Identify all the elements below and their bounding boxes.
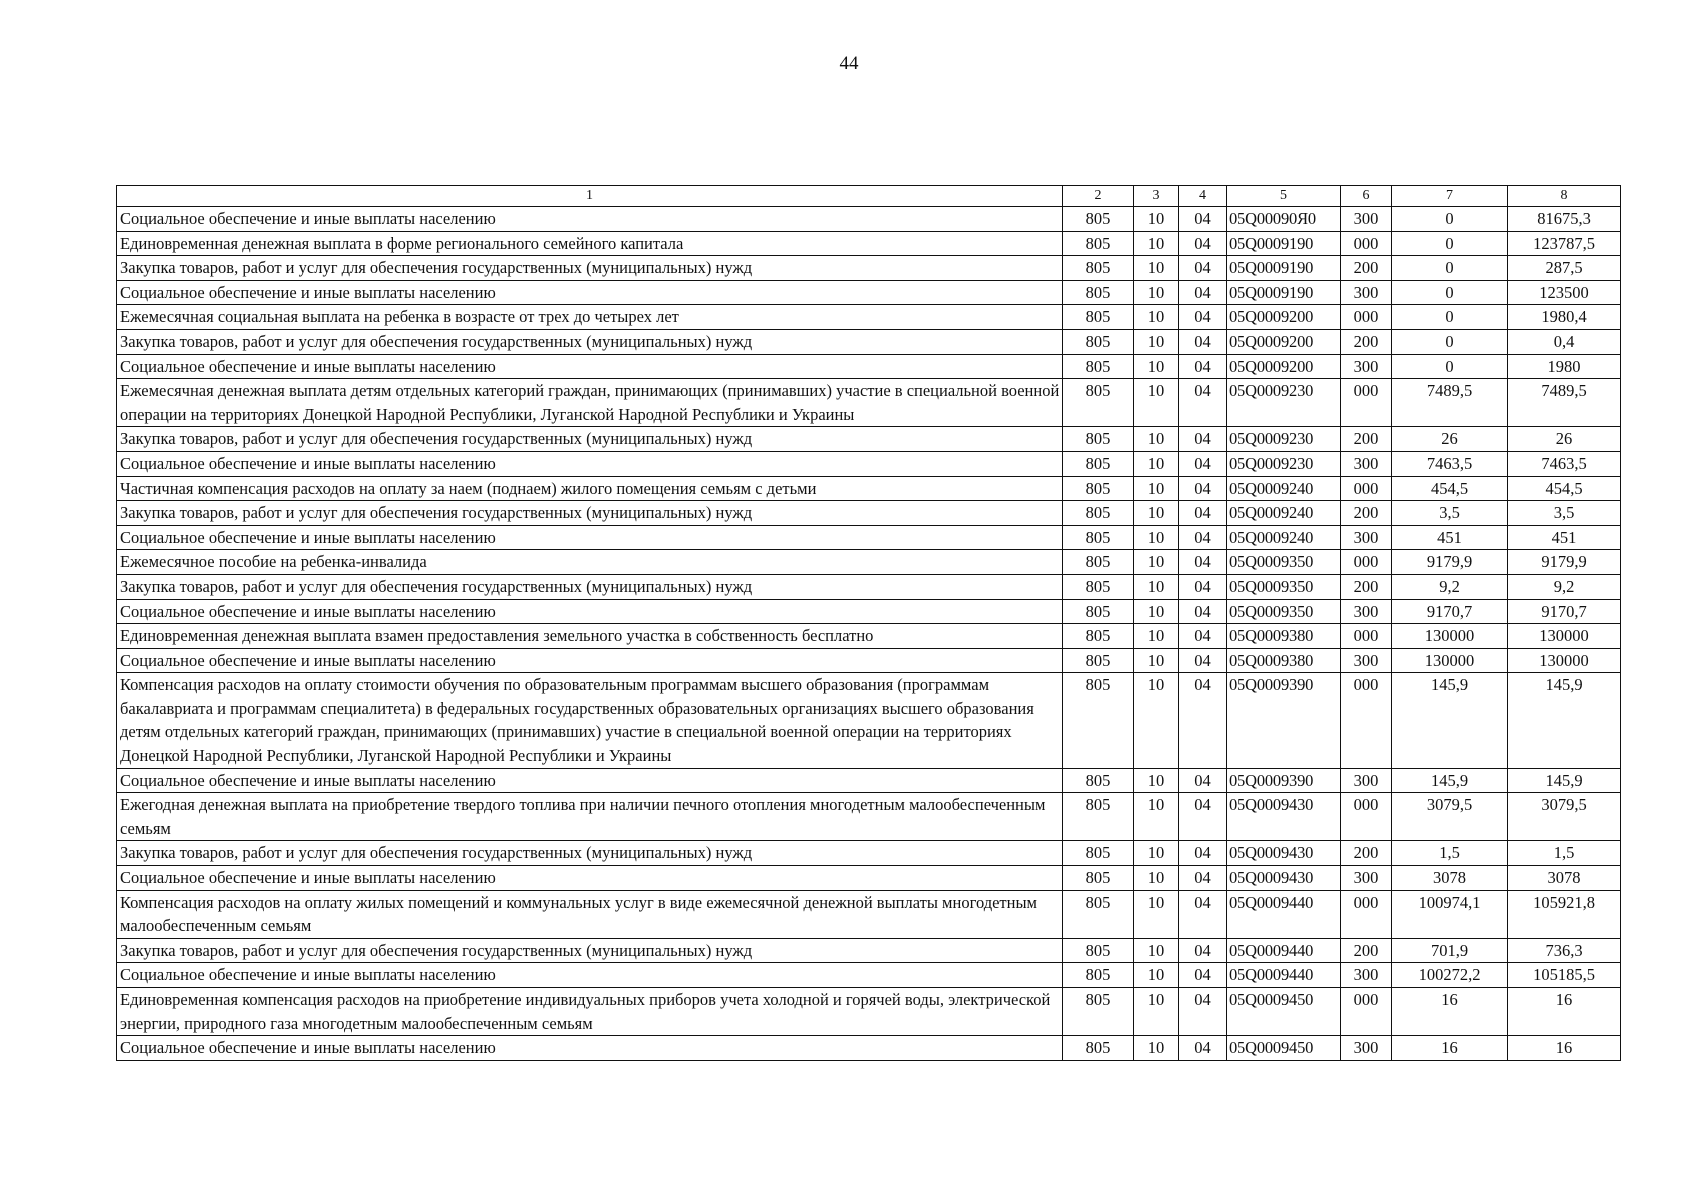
section-code: 10: [1134, 451, 1179, 476]
section-code: 10: [1134, 329, 1179, 354]
subsection-code: 04: [1179, 890, 1227, 938]
subsection-code: 04: [1179, 793, 1227, 841]
ministry-code: 805: [1063, 1036, 1134, 1061]
ministry-code: 805: [1063, 451, 1134, 476]
table-row: [117, 231, 1621, 256]
ministry-code: 805: [1063, 793, 1134, 841]
amount-col-8: 1,5: [1508, 841, 1621, 866]
table-row: [117, 793, 1621, 841]
ministry-code: 805: [1063, 354, 1134, 379]
amount-col-8: 123787,5: [1508, 231, 1621, 256]
expense-name: Закупка товаров, работ и услуг для обеспечения государственных (муниципальных) нужд: [117, 427, 1063, 452]
subsection-code: 04: [1179, 354, 1227, 379]
target-article-code: 05Q0009450: [1227, 1036, 1341, 1061]
amount-col-8: 451: [1508, 525, 1621, 550]
subsection-code: 04: [1179, 599, 1227, 624]
ministry-code: 805: [1063, 988, 1134, 1036]
table-row: [117, 280, 1621, 305]
subsection-code: 04: [1179, 427, 1227, 452]
expense-type-code: 000: [1341, 476, 1392, 501]
expense-name: Социальное обеспечение и иные выплаты населению: [117, 451, 1063, 476]
table-row: [117, 963, 1621, 988]
expense-name: Социальное обеспечение и иные выплаты населению: [117, 768, 1063, 793]
amount-col-8: 3,5: [1508, 501, 1621, 526]
table-row: [117, 305, 1621, 330]
amount-col-7: 26: [1392, 427, 1508, 452]
expense-name: Ежемесячная социальная выплата на ребенка в возрасте от трех до четырех лет: [117, 305, 1063, 330]
expense-name: Единовременная денежная выплата в форме регионального семейного капитала: [117, 231, 1063, 256]
ministry-code: 805: [1063, 841, 1134, 866]
amount-col-8: 16: [1508, 988, 1621, 1036]
section-code: 10: [1134, 305, 1179, 330]
subsection-code: 04: [1179, 574, 1227, 599]
subsection-code: 04: [1179, 841, 1227, 866]
ministry-code: 805: [1063, 599, 1134, 624]
ministry-code: 805: [1063, 963, 1134, 988]
section-code: 10: [1134, 768, 1179, 793]
target-article-code: 05Q0009430: [1227, 841, 1341, 866]
table-row: [117, 988, 1621, 1036]
amount-col-8: 16: [1508, 1036, 1621, 1061]
expense-type-code: 000: [1341, 550, 1392, 575]
amount-col-8: 3078: [1508, 866, 1621, 891]
ministry-code: 805: [1063, 207, 1134, 232]
amount-col-8: 0,4: [1508, 329, 1621, 354]
table-row: [117, 648, 1621, 673]
amount-col-8: 7463,5: [1508, 451, 1621, 476]
table-row: [117, 427, 1621, 452]
section-code: 10: [1134, 624, 1179, 649]
expense-type-code: 200: [1341, 938, 1392, 963]
amount-col-7: 701,9: [1392, 938, 1508, 963]
section-code: 10: [1134, 231, 1179, 256]
amount-col-7: 145,9: [1392, 768, 1508, 793]
table-header: [117, 186, 1621, 207]
expense-name: Компенсация расходов на оплату жилых помещений и коммунальных услуг в виде ежемесячной денежной выплаты многодетным малообеспеченным семьям: [117, 890, 1063, 938]
subsection-code: 04: [1179, 550, 1227, 575]
expense-name: Социальное обеспечение и иные выплаты населению: [117, 525, 1063, 550]
expense-name: Ежемесячная денежная выплата детям отдельных категорий граждан, принимающих (принимавших) участие в специальной военной операции на территориях Донецкой Народной Республики, Луганской Народной Республики и Украины: [117, 379, 1063, 427]
subsection-code: 04: [1179, 280, 1227, 305]
amount-col-8: 9170,7: [1508, 599, 1621, 624]
target-article-code: 05Q0009380: [1227, 648, 1341, 673]
target-article-code: 05Q0009350: [1227, 574, 1341, 599]
table-row: [117, 354, 1621, 379]
expense-name: Закупка товаров, работ и услуг для обеспечения государственных (муниципальных) нужд: [117, 574, 1063, 599]
expense-type-code: 300: [1341, 451, 1392, 476]
header-col-5: 5: [1227, 186, 1341, 207]
subsection-code: 04: [1179, 329, 1227, 354]
expense-type-code: 200: [1341, 256, 1392, 281]
amount-col-7: 0: [1392, 354, 1508, 379]
header-col-3: 3: [1134, 186, 1179, 207]
amount-col-7: 7489,5: [1392, 379, 1508, 427]
target-article-code: 05Q0009190: [1227, 280, 1341, 305]
section-code: 10: [1134, 938, 1179, 963]
expense-name: Закупка товаров, работ и услуг для обеспечения государственных (муниципальных) нужд: [117, 501, 1063, 526]
section-code: 10: [1134, 890, 1179, 938]
expense-type-code: 200: [1341, 501, 1392, 526]
section-code: 10: [1134, 525, 1179, 550]
section-code: 10: [1134, 793, 1179, 841]
ministry-code: 805: [1063, 231, 1134, 256]
amount-col-8: 130000: [1508, 648, 1621, 673]
target-article-code: 05Q0009390: [1227, 768, 1341, 793]
section-code: 10: [1134, 866, 1179, 891]
target-article-code: 05Q0009200: [1227, 305, 1341, 330]
table-row: [117, 866, 1621, 891]
subsection-code: 04: [1179, 866, 1227, 891]
header-col-4: 4: [1179, 186, 1227, 207]
subsection-code: 04: [1179, 988, 1227, 1036]
target-article-code: 05Q00090Я0: [1227, 207, 1341, 232]
expense-name: Закупка товаров, работ и услуг для обеспечения государственных (муниципальных) нужд: [117, 256, 1063, 281]
ministry-code: 805: [1063, 280, 1134, 305]
amount-col-8: 1980: [1508, 354, 1621, 379]
amount-col-8: 3079,5: [1508, 793, 1621, 841]
expense-type-code: 300: [1341, 599, 1392, 624]
expense-name: Социальное обеспечение и иные выплаты населению: [117, 354, 1063, 379]
amount-col-8: 145,9: [1508, 768, 1621, 793]
amount-col-7: 7463,5: [1392, 451, 1508, 476]
table-row: [117, 673, 1621, 768]
target-article-code: 05Q0009190: [1227, 231, 1341, 256]
amount-col-8: 145,9: [1508, 673, 1621, 768]
table-row: [117, 938, 1621, 963]
ministry-code: 805: [1063, 866, 1134, 891]
amount-col-7: 0: [1392, 280, 1508, 305]
ministry-code: 805: [1063, 329, 1134, 354]
expense-name: Частичная компенсация расходов на оплату за наем (поднаем) жилого помещения семьям с детьми: [117, 476, 1063, 501]
ministry-code: 805: [1063, 501, 1134, 526]
amount-col-7: 130000: [1392, 648, 1508, 673]
table-row: [117, 841, 1621, 866]
ministry-code: 805: [1063, 476, 1134, 501]
amount-col-7: 451: [1392, 525, 1508, 550]
amount-col-7: 9170,7: [1392, 599, 1508, 624]
subsection-code: 04: [1179, 476, 1227, 501]
expense-name: Социальное обеспечение и иные выплаты населению: [117, 963, 1063, 988]
subsection-code: 04: [1179, 963, 1227, 988]
section-code: 10: [1134, 574, 1179, 599]
amount-col-8: 105185,5: [1508, 963, 1621, 988]
subsection-code: 04: [1179, 256, 1227, 281]
table-row: [117, 501, 1621, 526]
amount-col-7: 454,5: [1392, 476, 1508, 501]
expense-name: Компенсация расходов на оплату стоимости обучения по образовательным программам высшего образования (программам бакалавриата и программам специалитета) в федеральных государственных образовательных организациях высшего образования детям отдельных категорий граждан, принимающих (принимавших) участие в специальной военной операции на территориях Донецкой Народной Республики, Луганской Народной Республики и Украины: [117, 673, 1063, 768]
target-article-code: 05Q0009450: [1227, 988, 1341, 1036]
expense-type-code: 000: [1341, 890, 1392, 938]
ministry-code: 805: [1063, 427, 1134, 452]
expense-type-code: 000: [1341, 624, 1392, 649]
amount-col-8: 736,3: [1508, 938, 1621, 963]
table-row: [117, 329, 1621, 354]
amount-col-7: 16: [1392, 988, 1508, 1036]
target-article-code: 05Q0009200: [1227, 329, 1341, 354]
ministry-code: 805: [1063, 256, 1134, 281]
amount-col-7: 0: [1392, 207, 1508, 232]
target-article-code: 05Q0009350: [1227, 550, 1341, 575]
expense-type-code: 200: [1341, 574, 1392, 599]
amount-col-7: 0: [1392, 305, 1508, 330]
expense-name: Закупка товаров, работ и услуг для обеспечения государственных (муниципальных) нужд: [117, 938, 1063, 963]
amount-col-7: 3079,5: [1392, 793, 1508, 841]
expense-type-code: 200: [1341, 841, 1392, 866]
table-row: [117, 768, 1621, 793]
table-body: [117, 207, 1621, 1061]
header-col-2: 2: [1063, 186, 1134, 207]
amount-col-7: 0: [1392, 329, 1508, 354]
amount-col-7: 9,2: [1392, 574, 1508, 599]
expense-type-code: 000: [1341, 305, 1392, 330]
table-row: [117, 1036, 1621, 1061]
expense-type-code: 300: [1341, 207, 1392, 232]
amount-col-8: 454,5: [1508, 476, 1621, 501]
subsection-code: 04: [1179, 207, 1227, 232]
table-row: [117, 256, 1621, 281]
subsection-code: 04: [1179, 673, 1227, 768]
subsection-code: 04: [1179, 525, 1227, 550]
expense-name: Закупка товаров, работ и услуг для обеспечения государственных (муниципальных) нужд: [117, 329, 1063, 354]
expense-name: Ежемесячное пособие на ребенка-инвалида: [117, 550, 1063, 575]
table-row: [117, 599, 1621, 624]
amount-col-7: 0: [1392, 256, 1508, 281]
table-row: [117, 890, 1621, 938]
ministry-code: 805: [1063, 525, 1134, 550]
subsection-code: 04: [1179, 379, 1227, 427]
section-code: 10: [1134, 256, 1179, 281]
expense-name: Социальное обеспечение и иные выплаты населению: [117, 207, 1063, 232]
ministry-code: 805: [1063, 624, 1134, 649]
header-row: [117, 186, 1621, 207]
amount-col-7: 145,9: [1392, 673, 1508, 768]
expense-type-code: 000: [1341, 793, 1392, 841]
amount-col-8: 81675,3: [1508, 207, 1621, 232]
expense-type-code: 200: [1341, 427, 1392, 452]
section-code: 10: [1134, 648, 1179, 673]
section-code: 10: [1134, 476, 1179, 501]
amount-col-7: 130000: [1392, 624, 1508, 649]
expense-type-code: 300: [1341, 1036, 1392, 1061]
target-article-code: 05Q0009240: [1227, 501, 1341, 526]
target-article-code: 05Q0009230: [1227, 427, 1341, 452]
ministry-code: 805: [1063, 890, 1134, 938]
section-code: 10: [1134, 427, 1179, 452]
target-article-code: 05Q0009240: [1227, 476, 1341, 501]
expense-type-code: 300: [1341, 866, 1392, 891]
table-row: [117, 207, 1621, 232]
section-code: 10: [1134, 988, 1179, 1036]
expense-name: Единовременная компенсация расходов на приобретение индивидуальных приборов учета холодной и горячей воды, электрической энергии, природного газа многодетным малообеспеченным семьям: [117, 988, 1063, 1036]
target-article-code: 05Q0009440: [1227, 938, 1341, 963]
amount-col-7: 16: [1392, 1036, 1508, 1061]
target-article-code: 05Q0009230: [1227, 451, 1341, 476]
amount-col-8: 123500: [1508, 280, 1621, 305]
ministry-code: 805: [1063, 305, 1134, 330]
subsection-code: 04: [1179, 501, 1227, 526]
amount-col-7: 9179,9: [1392, 550, 1508, 575]
expense-type-code: 300: [1341, 525, 1392, 550]
expense-type-code: 300: [1341, 963, 1392, 988]
target-article-code: 05Q0009440: [1227, 963, 1341, 988]
amount-col-8: 9179,9: [1508, 550, 1621, 575]
expense-name: Социальное обеспечение и иные выплаты населению: [117, 280, 1063, 305]
header-col-1: 1: [117, 186, 1063, 207]
target-article-code: 05Q0009200: [1227, 354, 1341, 379]
table-row: [117, 525, 1621, 550]
ministry-code: 805: [1063, 673, 1134, 768]
header-col-7: 7: [1392, 186, 1508, 207]
target-article-code: 05Q0009350: [1227, 599, 1341, 624]
section-code: 10: [1134, 354, 1179, 379]
expense-name: Единовременная денежная выплата взамен предоставления земельного участка в собственность бесплатно: [117, 624, 1063, 649]
subsection-code: 04: [1179, 305, 1227, 330]
section-code: 10: [1134, 673, 1179, 768]
target-article-code: 05Q0009190: [1227, 256, 1341, 281]
target-article-code: 05Q0009440: [1227, 890, 1341, 938]
amount-col-8: 9,2: [1508, 574, 1621, 599]
subsection-code: 04: [1179, 1036, 1227, 1061]
section-code: 10: [1134, 550, 1179, 575]
section-code: 10: [1134, 501, 1179, 526]
expense-name: Социальное обеспечение и иные выплаты населению: [117, 866, 1063, 891]
expense-name: Социальное обеспечение и иные выплаты населению: [117, 1036, 1063, 1061]
expense-type-code: 300: [1341, 354, 1392, 379]
header-col-8: 8: [1508, 186, 1621, 207]
target-article-code: 05Q0009390: [1227, 673, 1341, 768]
expense-name: Социальное обеспечение и иные выплаты населению: [117, 648, 1063, 673]
expense-type-code: 000: [1341, 673, 1392, 768]
section-code: 10: [1134, 599, 1179, 624]
table-row: [117, 550, 1621, 575]
expense-type-code: 000: [1341, 379, 1392, 427]
expense-type-code: 300: [1341, 768, 1392, 793]
target-article-code: 05Q0009430: [1227, 866, 1341, 891]
amount-col-7: 3,5: [1392, 501, 1508, 526]
page-number: 44: [839, 53, 859, 74]
expense-type-code: 300: [1341, 280, 1392, 305]
section-code: 10: [1134, 1036, 1179, 1061]
section-code: 10: [1134, 841, 1179, 866]
subsection-code: 04: [1179, 231, 1227, 256]
amount-col-7: 1,5: [1392, 841, 1508, 866]
target-article-code: 05Q0009230: [1227, 379, 1341, 427]
amount-col-7: 3078: [1392, 866, 1508, 891]
subsection-code: 04: [1179, 938, 1227, 963]
subsection-code: 04: [1179, 648, 1227, 673]
section-code: 10: [1134, 280, 1179, 305]
expense-name: Закупка товаров, работ и услуг для обеспечения государственных (муниципальных) нужд: [117, 841, 1063, 866]
target-article-code: 05Q0009430: [1227, 793, 1341, 841]
amount-col-7: 100272,2: [1392, 963, 1508, 988]
table-row: [117, 624, 1621, 649]
budget-table: [116, 185, 1621, 1061]
amount-col-7: 100974,1: [1392, 890, 1508, 938]
header-col-6: 6: [1341, 186, 1392, 207]
subsection-code: 04: [1179, 624, 1227, 649]
ministry-code: 805: [1063, 550, 1134, 575]
subsection-code: 04: [1179, 768, 1227, 793]
table-row: [117, 451, 1621, 476]
ministry-code: 805: [1063, 768, 1134, 793]
ministry-code: 805: [1063, 938, 1134, 963]
table-row: [117, 379, 1621, 427]
amount-col-8: 105921,8: [1508, 890, 1621, 938]
amount-col-8: 1980,4: [1508, 305, 1621, 330]
amount-col-8: 26: [1508, 427, 1621, 452]
subsection-code: 04: [1179, 451, 1227, 476]
expense-type-code: 300: [1341, 648, 1392, 673]
expense-type-code: 000: [1341, 231, 1392, 256]
section-code: 10: [1134, 379, 1179, 427]
ministry-code: 805: [1063, 574, 1134, 599]
target-article-code: 05Q0009380: [1227, 624, 1341, 649]
ministry-code: 805: [1063, 379, 1134, 427]
table-row: [117, 574, 1621, 599]
expense-name: Ежегодная денежная выплата на приобретение твердого топлива при наличии печного отопления многодетным малообеспеченным семьям: [117, 793, 1063, 841]
expense-type-code: 200: [1341, 329, 1392, 354]
amount-col-7: 0: [1392, 231, 1508, 256]
section-code: 10: [1134, 207, 1179, 232]
amount-col-8: 287,5: [1508, 256, 1621, 281]
amount-col-8: 7489,5: [1508, 379, 1621, 427]
ministry-code: 805: [1063, 648, 1134, 673]
amount-col-8: 130000: [1508, 624, 1621, 649]
section-code: 10: [1134, 963, 1179, 988]
expense-name: Социальное обеспечение и иные выплаты населению: [117, 599, 1063, 624]
expense-type-code: 000: [1341, 988, 1392, 1036]
target-article-code: 05Q0009240: [1227, 525, 1341, 550]
table-row: [117, 476, 1621, 501]
